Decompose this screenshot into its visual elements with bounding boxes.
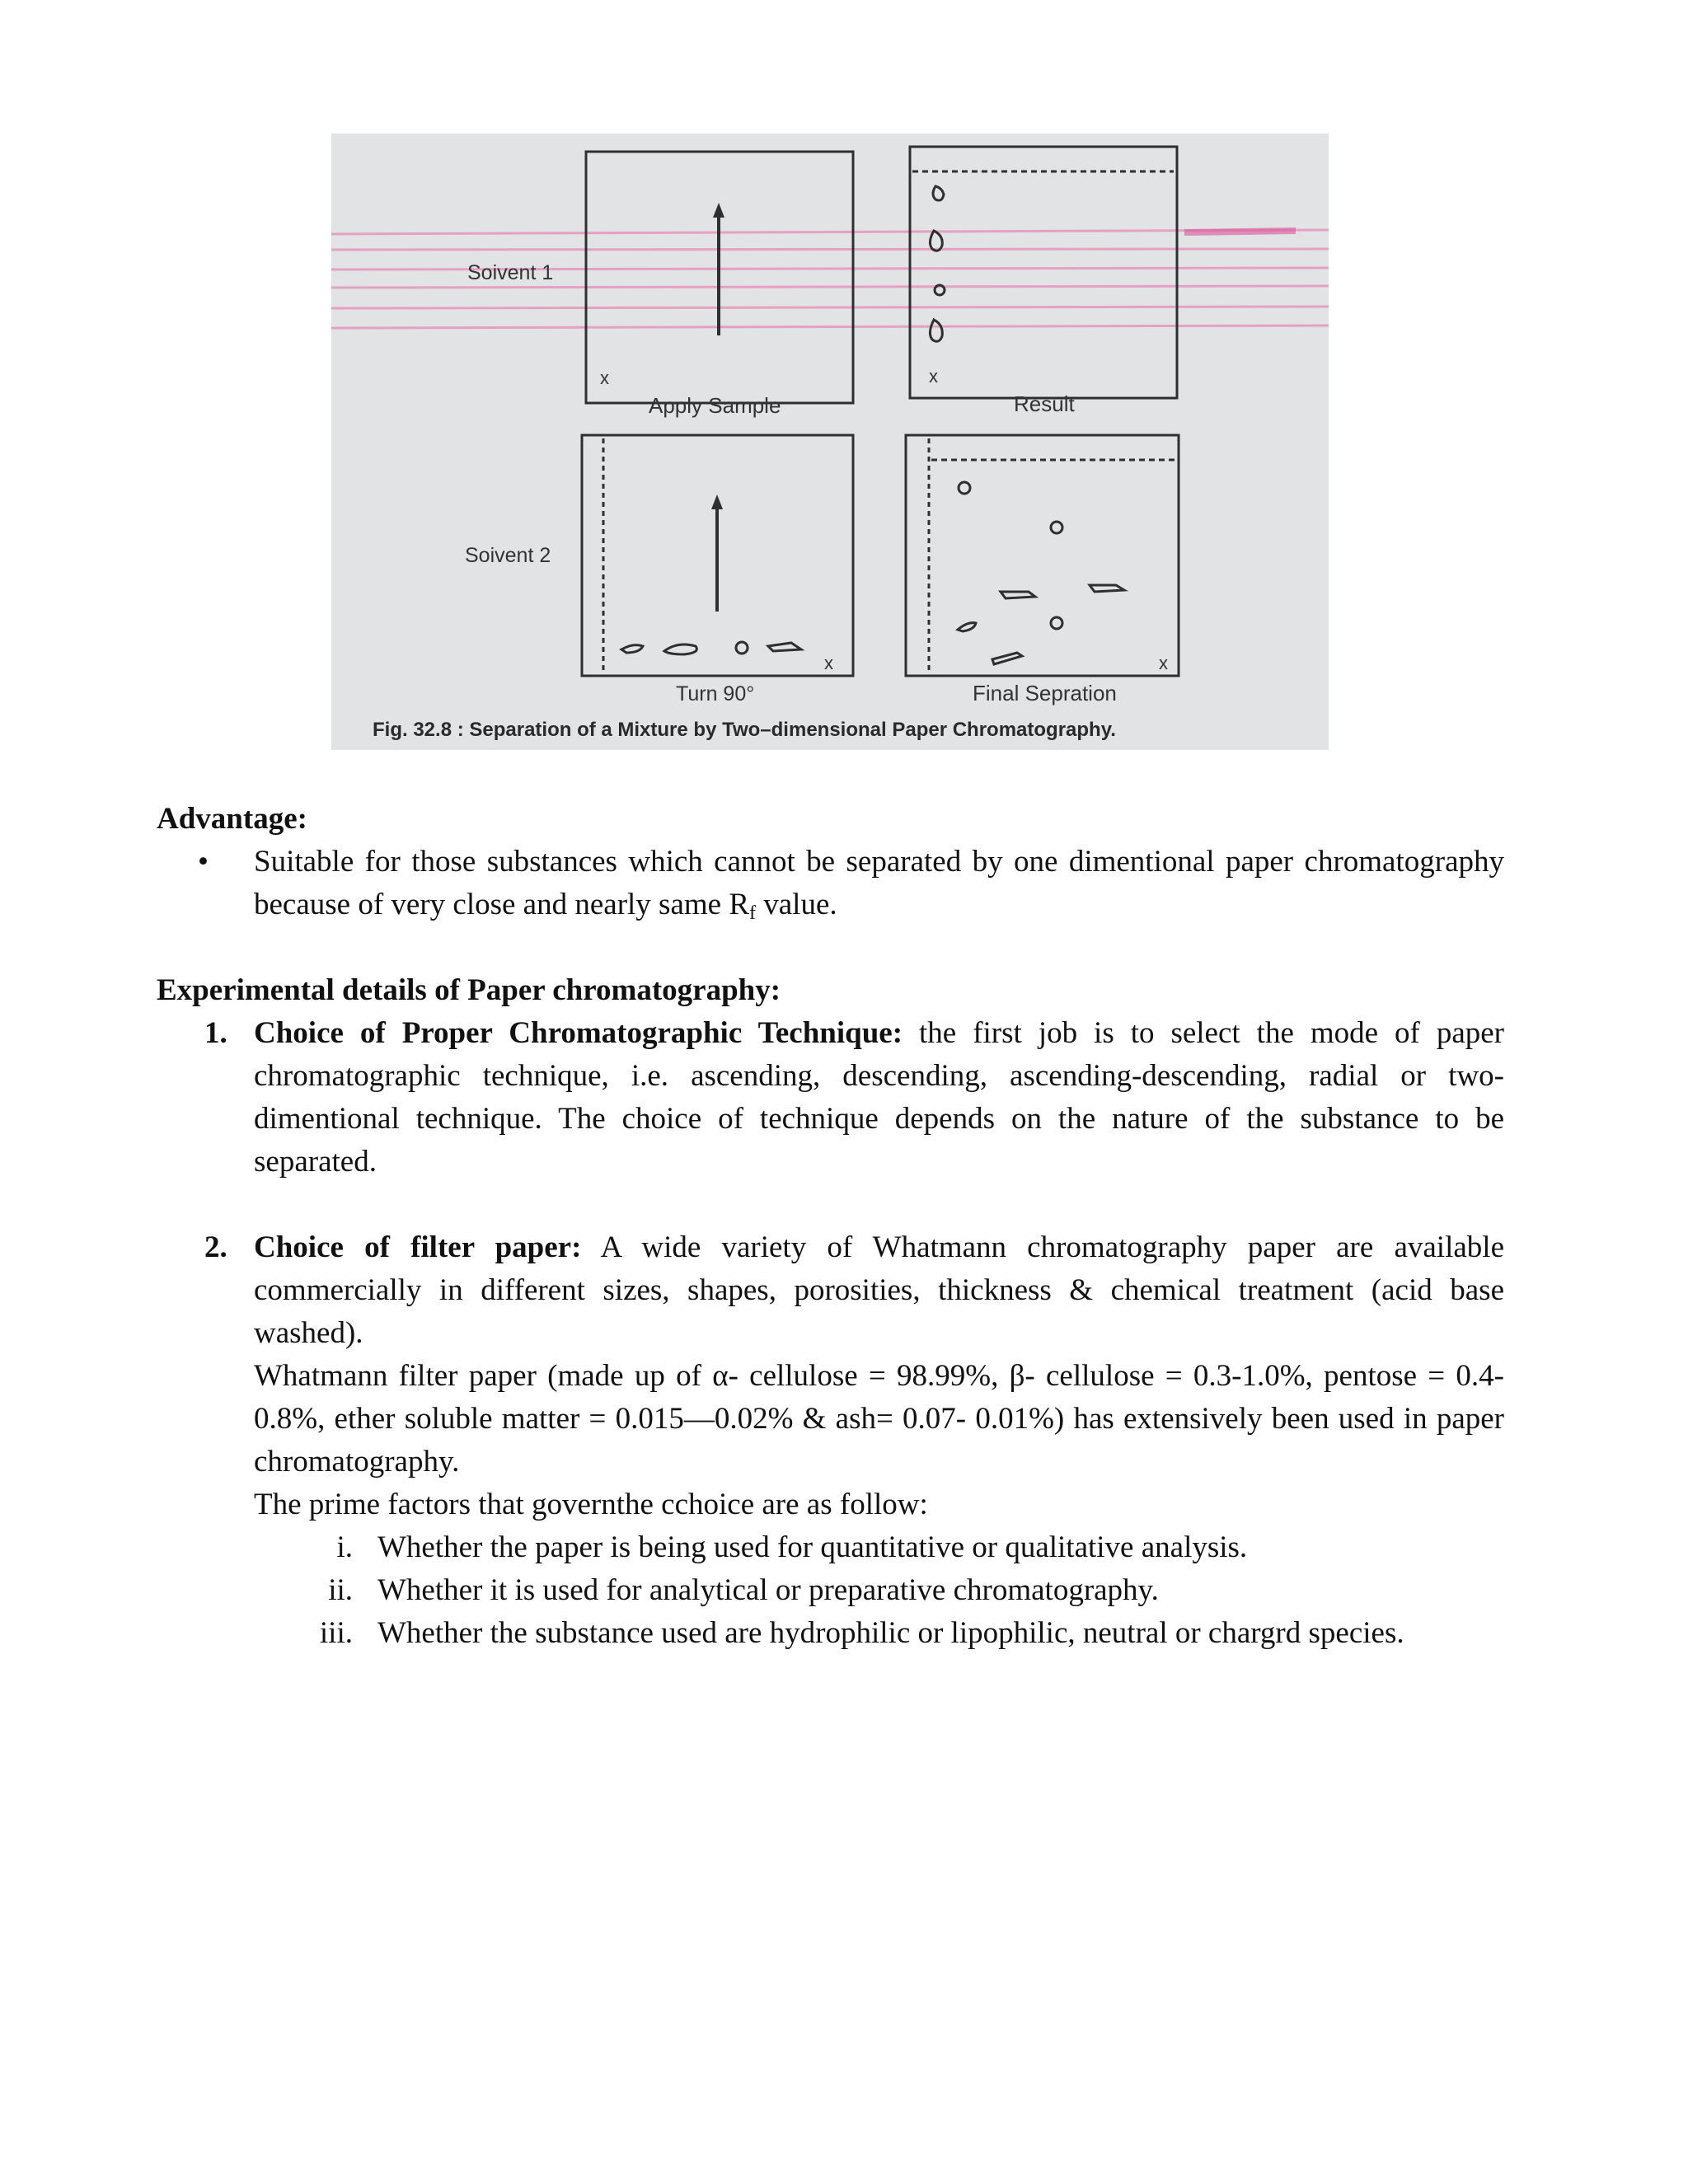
pink-smudge	[1184, 231, 1296, 232]
list-item-1	[204, 1012, 1504, 1183]
arrowhead-1	[713, 203, 724, 218]
factor-item: i. Whether the paper is being used for quantitative or qualitative analysis.	[336, 1530, 1248, 1564]
factor-item: iii. Whether the substance used are hydrophilic or lipophilic, neutral or chargrd species.	[319, 1616, 1404, 1650]
marker-x-3: x	[824, 653, 833, 673]
whatmann-composition: Whatmann filter paper (made up of α- cellulose = 98.99%, β- cellulose = 0.3-1.0%, pentose = 0.4- 0.8%, ether soluble matter = 0.015—0.02% & ash= 0.07- 0.01%) has extensively been used in paper chromatography.	[254, 1359, 1504, 1479]
panel-result-frame	[910, 147, 1177, 398]
panel-label-final: Final Sepration	[973, 681, 1117, 705]
advantage-bullet	[198, 841, 1504, 926]
item-title: Choice of filter paper:	[254, 1230, 582, 1264]
experimental-heading: Experimental details of Paper chromatography:	[157, 973, 781, 1007]
prime-factors-intro: The prime factors that governthe cchoice are as follow:	[254, 1488, 928, 1521]
bullet-symbol: •	[198, 845, 209, 879]
list-item-2	[204, 1226, 1504, 1655]
item-text: the first job is to select the mode of paper chromatographic technique, i.e. ascending, descending, ascending-descending, radial or two-dimentional technique. The choice of technique depends on the nature of the substance to be separated.	[254, 1016, 1504, 1179]
turned-spots	[621, 642, 801, 654]
marker-x-4: x	[1159, 653, 1168, 673]
solvent1-label: Soivent 1	[467, 261, 554, 284]
marker-x-2: x	[929, 366, 938, 387]
factor-item: ii. Whether it is used for analytical or preparative chromatography.	[328, 1573, 1159, 1607]
panel-label-apply-sample: Apply Sample	[649, 393, 781, 418]
chromatography-figure	[331, 134, 1329, 750]
document-body	[157, 798, 1504, 1655]
final-spots	[958, 482, 1124, 664]
marker-x-1: x	[600, 368, 609, 388]
result-spots	[930, 186, 945, 341]
advantage-heading: Advantage:	[157, 802, 307, 836]
item-text: A wide variety of Whatmann chromatography paper are available commercially in different sizes, shapes, porosities, thickness & chemical treatment (acid base washed).	[254, 1230, 1504, 1350]
panel-label-result: Result	[1014, 391, 1075, 416]
panel-final-frame	[906, 435, 1179, 676]
figure-drawing	[331, 134, 1329, 750]
item-number: 1.	[204, 1016, 227, 1050]
figure-caption: Fig. 32.8 : Separation of a Mixture by Two–dimensional Paper Chromatography.	[373, 719, 1116, 741]
panel-label-turn: Turn 90°	[676, 682, 755, 705]
item-number: 2.	[204, 1230, 227, 1264]
advantage-text: Suitable for those substances which cannot be separated by one dimentional paper chromatography because of very close and nearly same $R_f$ value.	[254, 845, 1504, 924]
solvent2-label: Soivent 2	[465, 544, 551, 567]
arrowhead-2	[711, 494, 723, 509]
item-title: Choice of Proper Chromatographic Technique:	[254, 1016, 903, 1050]
